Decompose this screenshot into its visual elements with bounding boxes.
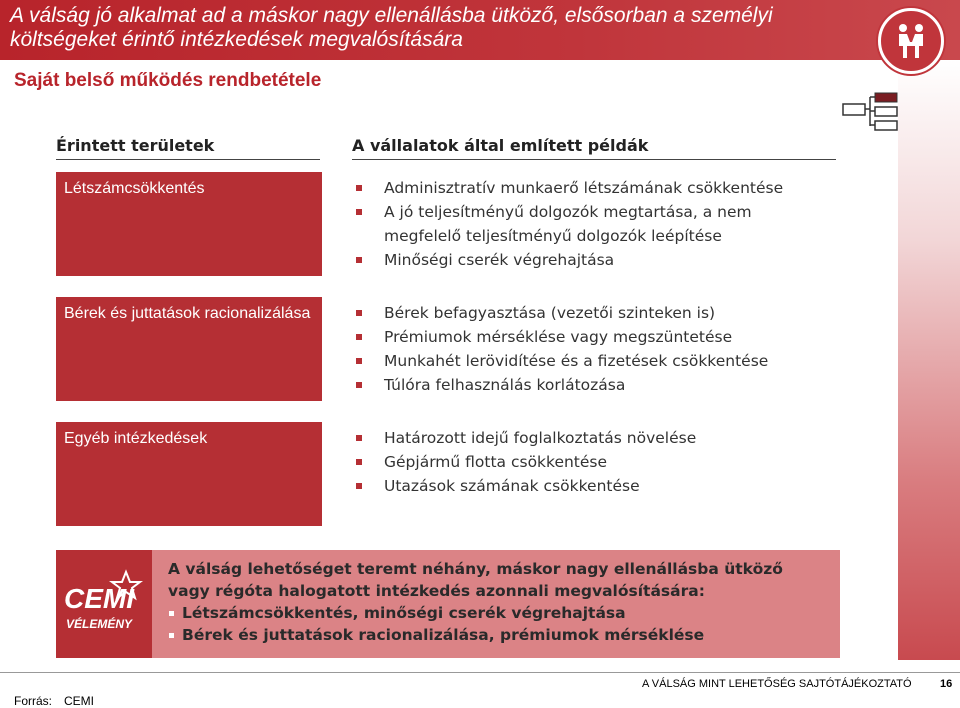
section-subtitle: Saját belső működés rendbetétele: [14, 70, 322, 91]
area-box-headcount: [56, 172, 322, 276]
examples-list-wages: [352, 301, 832, 397]
document-title: A VÁLSÁG MINT LEHETŐSÉG SAJTÓTÁJÉKOZTATÓ: [642, 678, 912, 690]
logo-subtext: VÉLEMÉNY: [66, 617, 133, 631]
list-item: Utazások számának csökkentése: [352, 474, 832, 498]
examples-list-other: [352, 426, 832, 498]
logo-text: CEMI: [64, 583, 134, 614]
opinion-bullets: [168, 602, 824, 646]
opinion-text-box: [152, 550, 840, 658]
area-label: Bérek és juttatások racionalizálása: [64, 305, 311, 322]
cemi-logo: [56, 550, 152, 658]
list-item: Bérek befagyasztása (vezetői szinteken is): [352, 301, 832, 325]
examples-list-headcount: [352, 176, 832, 272]
list-item: Gépjármű flotta csökkentése: [352, 450, 832, 474]
list-item: Bérek és juttatások racionalizálása, prémiumok mérséklése: [168, 624, 824, 646]
side-gradient: [898, 60, 960, 660]
source-value: CEMI: [64, 694, 95, 708]
source-label: Forrás:: [14, 694, 53, 708]
footer-divider: [0, 672, 960, 673]
footer-source: [14, 694, 106, 708]
cemi-opinion: [56, 550, 840, 658]
area-box-other: [56, 422, 322, 526]
examples-header: A vállalatok által említett példák: [352, 136, 836, 160]
slide-title: A válság jó alkalmat ad a máskor nagy ellenállásba ütköző, elsősorban a személyi költségeket érintő intézkedések megvalósítására: [10, 4, 773, 51]
opinion-intro: A válság lehetőséget teremt néhány, máskor nagy ellenállásba ütköző vagy régóta halogatott intézkedés azonnali megvalósítására:: [168, 560, 783, 600]
list-item: Minőségi cserék végrehajtása: [352, 248, 832, 272]
org-chart-icon: [842, 92, 898, 132]
list-item: Határozott idejű foglalkoztatás növelése: [352, 426, 832, 450]
affected-areas-header: Érintett területek: [56, 136, 320, 160]
page-number: 16: [940, 678, 953, 690]
list-item: Prémiumok mérséklése vagy megszüntetése: [352, 325, 832, 349]
list-item: Túlóra felhasználás korlátozása: [352, 373, 832, 397]
list-item: Munkahét lerövidítése és a fizetések csökkentése: [352, 349, 832, 373]
area-box-wages: [56, 297, 322, 401]
list-item: A jó teljesítményű dolgozók megtartása, a nem megfelelő teljesítményű dolgozók leépítése: [352, 200, 832, 248]
list-item: Adminisztratív munkaerő létszámának csökkentése: [352, 176, 832, 200]
handshake-figures-icon: [878, 8, 944, 74]
area-label: Létszámcsökkentés: [64, 180, 205, 197]
area-label: Egyéb intézkedések: [64, 430, 208, 447]
list-item: Létszámcsökkentés, minőségi cserék végrehajtása: [168, 602, 824, 624]
